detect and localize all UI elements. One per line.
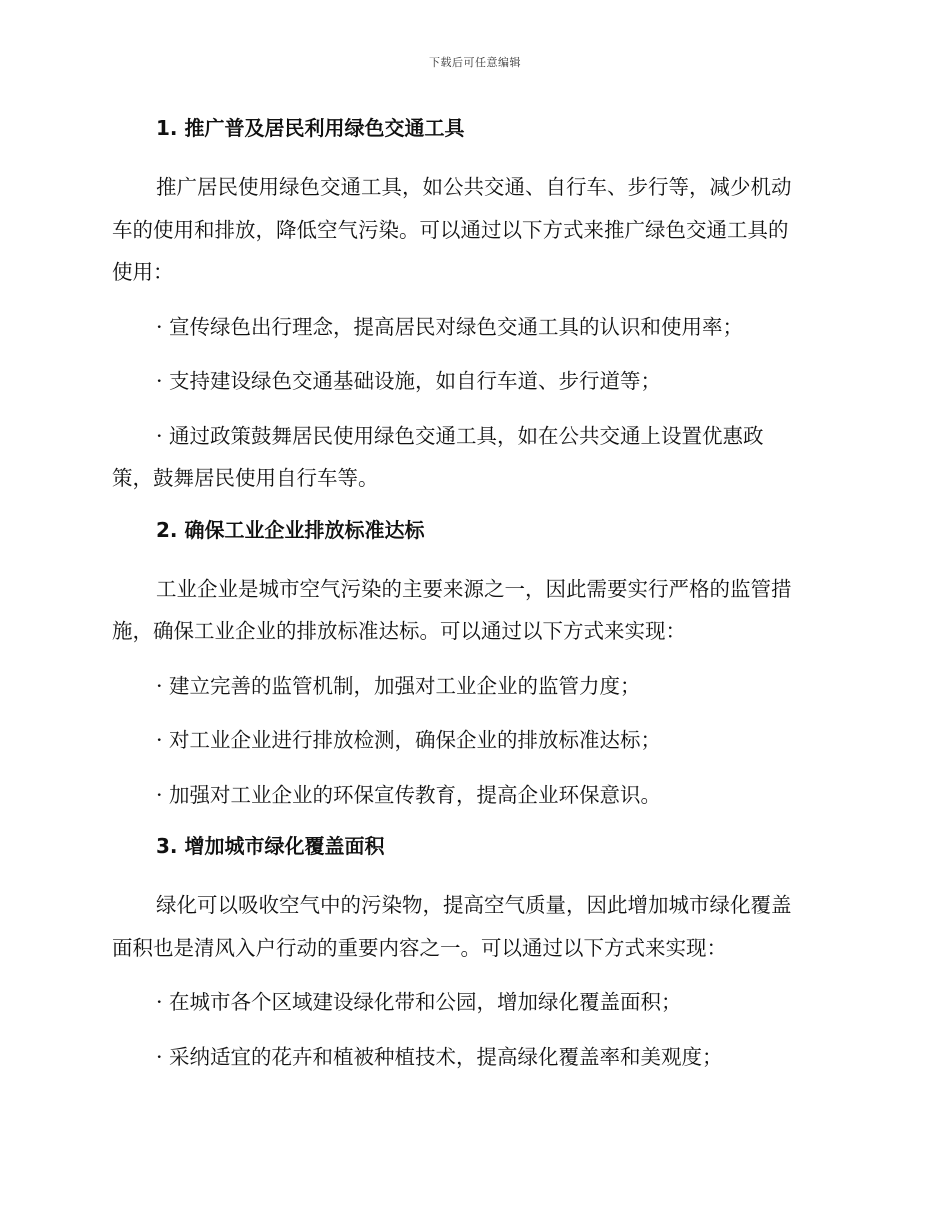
section-1-bullet-3-line-1: · 通过政策鼓舞居民使用绿色交通工具，如在公共交通上设置优惠政 [156,423,764,448]
section-2-intro [112,568,830,653]
section-2-bullet-2: · 对工业企业进行排放检测，确保企业的排放标准达标； [156,728,662,752]
section-2-bullet-1: · 建立完善的监管机制，加强对工业企业的监管力度； [156,673,641,698]
section-3-bullet-1: · 在城市各个区域建设绿化带和公园，增加绿化覆盖面积； [156,990,682,1014]
document-body [112,110,830,1090]
section-2-intro-line-2: 施，确保工业企业的排放标准达标。可以通过以下方式来实现： [112,619,686,643]
section-heading-1: 1. 推广普及居民利用绿色交通工具 [156,116,465,140]
section-1-bullet-3 [112,415,830,500]
section-3-intro-line-1: 绿化可以吸收空气中的污染物，提高空气质量，因此增加城市绿化覆盖 [156,893,792,917]
section-1-intro-line-2: 车的使用和排放，降低空气污染。可以通过以下方式来推广绿色交通工具的 [112,217,789,242]
section-1-bullet-1: · 宣传绿色出行理念，提高居民对绿色交通工具的认识和使用率； [156,314,744,339]
section-1-bullet-2: · 支持建设绿色交通基础设施，如自行车道、步行道等； [156,369,662,393]
section-2-intro-line-1: 工业企业是城市空气污染的主要来源之一，因此需要实行严格的监管措 [156,576,792,601]
section-heading-2: 2. 确保工业企业排放标准达标 [156,517,425,542]
section-3-bullet-2: · 采纳适宜的花卉和植被种植技术，提高绿化覆盖率和美观度； [156,1044,723,1069]
section-heading-3: 3. 增加城市绿化覆盖面积 [156,834,385,858]
section-1-intro-line-1: 推广居民使用绿色交通工具，如公共交通、自行车、步行等，减少机动 [156,175,792,199]
section-1-bullet-3-line-2: 策，鼓舞居民使用自行车等。 [112,466,379,490]
section-3-intro [112,884,830,969]
section-1-intro [112,166,830,294]
section-2-bullet-3: · 加强对工业企业的环保宣传教育，提高企业环保意识。 [156,782,662,807]
section-1-intro-line-3: 使用： [112,260,174,284]
section-3-intro-line-2: 面积也是清风入户行动的重要内容之一。可以通过以下方式来实现： [112,935,727,960]
page-header: 下载后可任意编辑 [429,56,521,69]
